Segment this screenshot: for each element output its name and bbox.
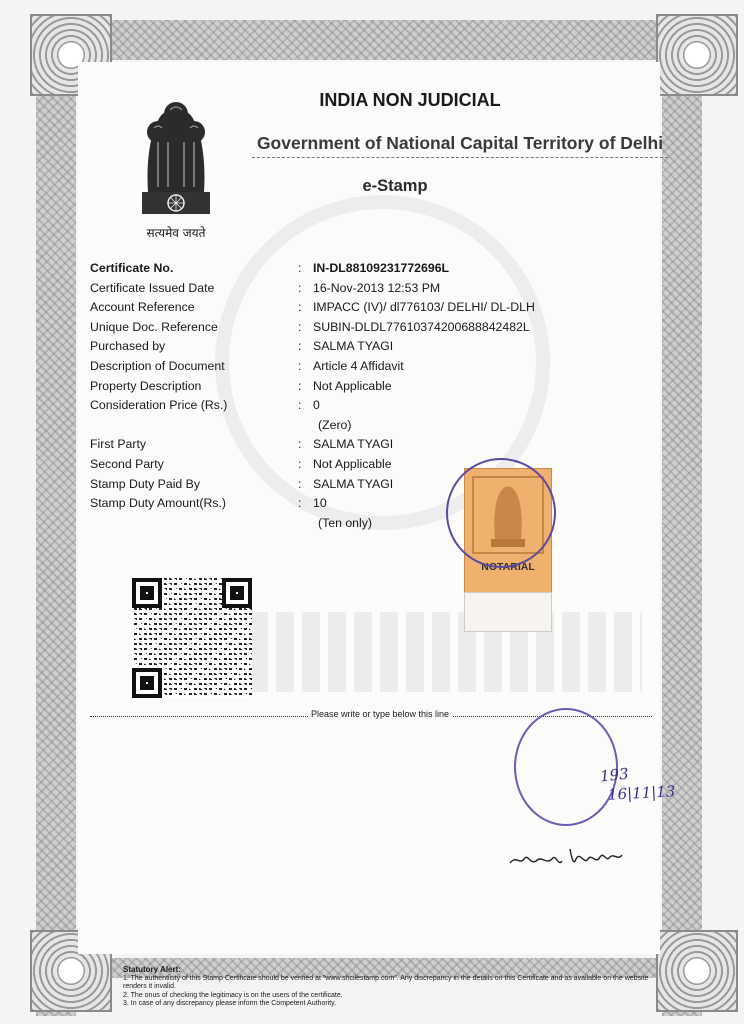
field-row: Stamp Duty Amount(Rs.) : 10	[90, 496, 327, 511]
field-value: 0	[313, 398, 320, 413]
field-row: Account Reference : IMPACC (IV)/ dl776103/ DELHI/ DL-DLH	[90, 300, 535, 315]
field-row: Description of Document : Article 4 Affidavit	[90, 358, 404, 373]
notary-seal	[446, 458, 556, 568]
field-label: Stamp Duty Amount(Rs.)	[90, 496, 226, 511]
decorative-border-top	[36, 20, 702, 60]
corner-ornament-bottom-right	[656, 930, 738, 1012]
decorative-border-right	[662, 20, 702, 1016]
field-label: Certificate Issued Date	[90, 280, 215, 295]
alert-item: 1. The authenticity of this Stamp Certificate should be verified at "www.shcilestamp.com". Any discrepancy in the details on this Certificate and as available on the website renders it invalid.	[123, 974, 649, 990]
field-label: First Party	[90, 437, 147, 452]
field-row: Property Description : Not Applicable	[90, 378, 392, 393]
field-label: Unique Doc. Reference	[90, 319, 218, 334]
field-label: Account Reference	[90, 300, 195, 315]
field-subvalue-row	[90, 418, 570, 438]
field-row: Consideration Price (Rs.) : 0	[90, 398, 320, 413]
field-value: Not Applicable	[313, 378, 392, 393]
field-subvalue: (Ten only)	[318, 515, 372, 530]
alert-item: 2. The onus of checking the legitimacy is on the users of the certificate.	[123, 991, 343, 999]
field-value: 16-Nov-2013 12:53 PM	[313, 280, 441, 295]
field-value: SALMA TYAGI	[313, 339, 394, 354]
field-label: Certificate No.	[90, 261, 174, 275]
separator-text: Please write or type below this line	[308, 709, 452, 719]
page-title: INDIA NON JUDICIAL	[319, 90, 501, 110]
field-row: Purchased by : SALMA TYAGI	[90, 339, 394, 354]
stamp-label: NOTARIAL	[481, 561, 535, 573]
field-label: Property Description	[90, 378, 202, 393]
field-value: SUBIN-DLDL77610374200688842482L	[313, 319, 530, 334]
field-value: IMPACC (IV)/ dl776103/ DELHI/ DL-DLH	[313, 300, 535, 315]
field-value: SALMA TYAGI	[313, 437, 394, 452]
field-label: Second Party	[90, 456, 164, 471]
qr-code	[132, 578, 252, 698]
corner-ornament-top-right	[656, 14, 738, 96]
document-type: e-Stamp	[362, 177, 428, 195]
field-label: Description of Document	[90, 358, 225, 373]
decorative-border-left	[36, 20, 76, 1016]
qr-finder-pattern	[132, 668, 162, 698]
national-emblem-icon	[128, 92, 224, 222]
field-value: Not Applicable	[313, 456, 392, 471]
field-value: IN-DL88109231772696L	[313, 261, 450, 275]
statutory-alert	[123, 966, 663, 1009]
field-row: Second Party : Not Applicable	[90, 456, 392, 471]
notary-number: 193	[599, 764, 630, 786]
qr-finder-pattern	[132, 578, 162, 608]
emblem-motto: सत्यमेव जयते	[146, 226, 206, 240]
field-value: Article 4 Affidavit	[313, 358, 404, 373]
field-value: 10	[313, 496, 327, 511]
handwritten-date: 16|11|13	[607, 782, 676, 804]
signature	[506, 835, 636, 875]
field-row: First Party : SALMA TYAGI	[90, 437, 394, 452]
field-value: SALMA TYAGI	[313, 476, 394, 491]
government-name: Government of National Capital Territory of Delhi	[252, 133, 668, 158]
qr-finder-pattern	[222, 578, 252, 608]
field-row: Unique Doc. Reference : SUBIN-DLDL77610374200688842482L	[90, 319, 530, 334]
stamp-tab	[464, 592, 552, 632]
watermark-band	[250, 612, 642, 692]
field-label: Consideration Price (Rs.)	[90, 398, 228, 413]
field-row: Certificate Issued Date : 16-Nov-2013 12:53 PM	[90, 280, 441, 295]
field-label: Purchased by	[90, 339, 166, 354]
field-label: Stamp Duty Paid By	[90, 476, 201, 491]
alert-item: 3. In case of any discrepancy please inform the Competent Authority.	[123, 1000, 337, 1007]
alert-title: Statutory Alert:	[123, 965, 181, 974]
field-subvalue: (Zero)	[318, 417, 352, 432]
field-row: Stamp Duty Paid By : SALMA TYAGI	[90, 476, 394, 491]
field-row: Certificate No. : IN-DL88109231772696L	[90, 261, 450, 275]
